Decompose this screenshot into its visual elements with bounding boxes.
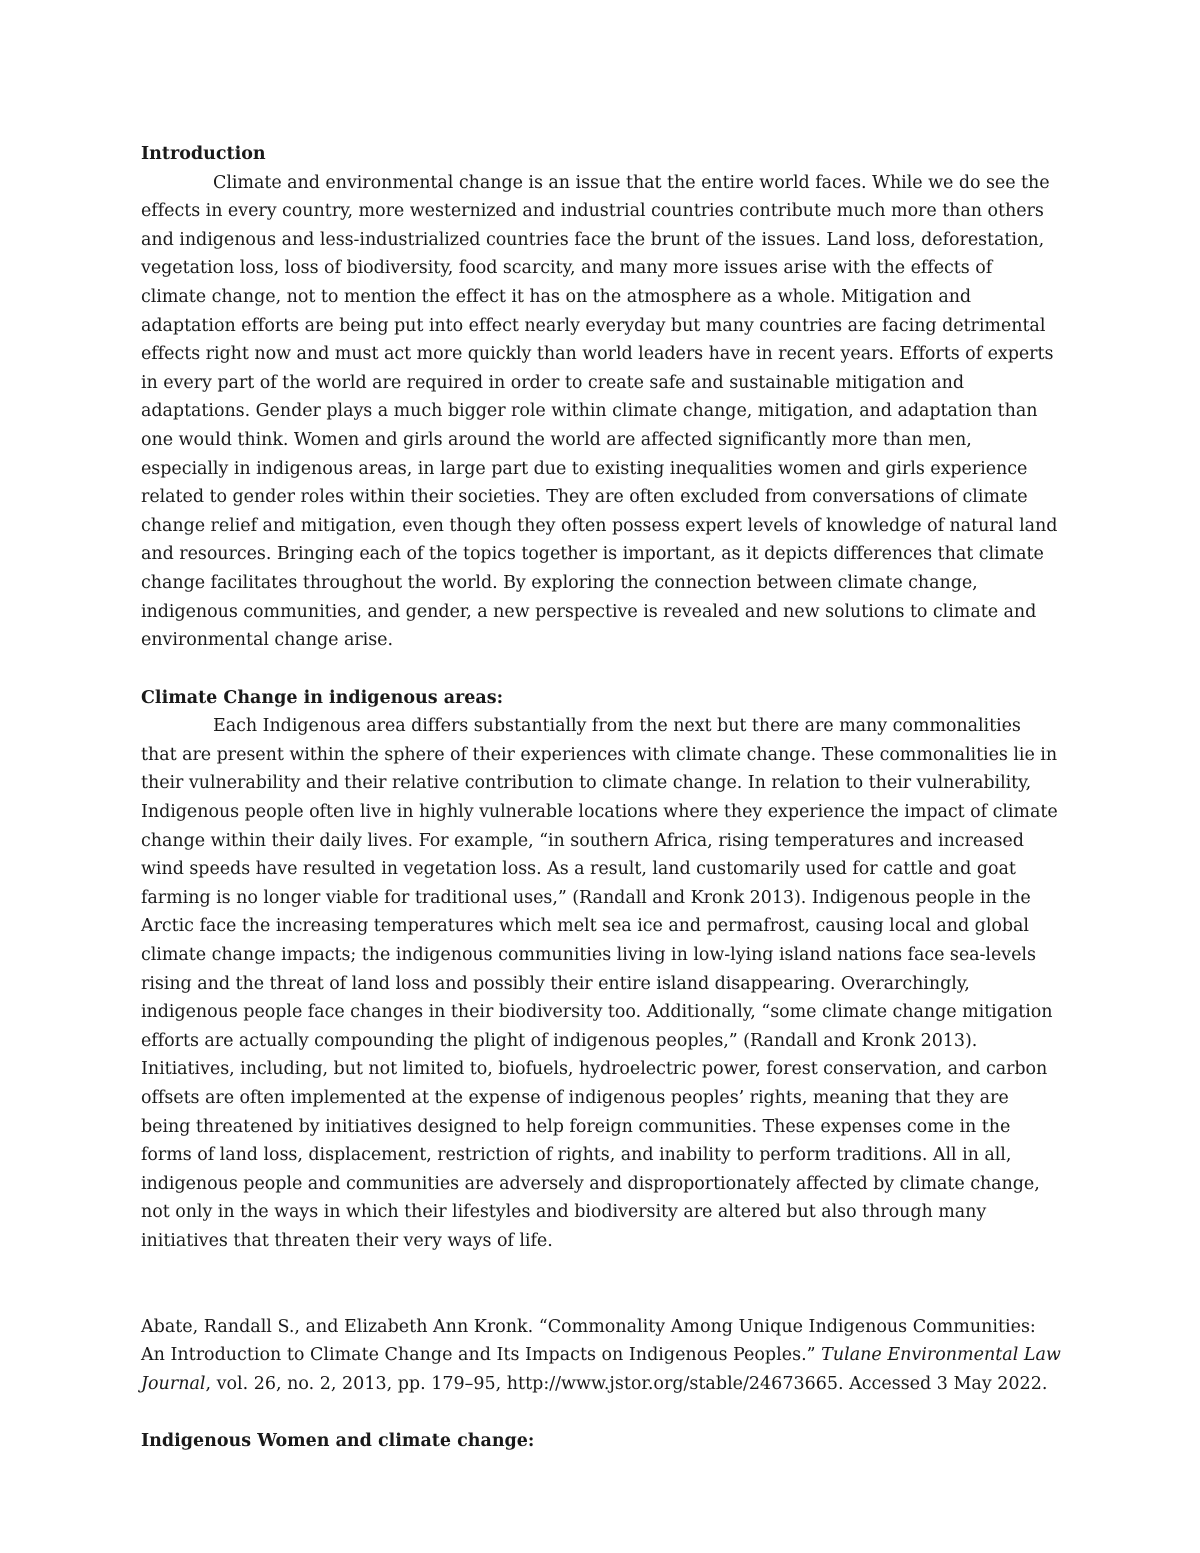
indigenous-heading: Climate Change in indigenous areas: bbox=[141, 687, 504, 708]
intro-heading: Introduction bbox=[141, 144, 266, 164]
spacer bbox=[141, 1256, 1061, 1313]
citation-part2: , vol. 26, no. 2, 2013, pp. 179–95, http://www.jstor.org/stable/24673665. Accessed 3 May 2022. bbox=[205, 1373, 1048, 1394]
citation-journal: Tulane Environmental Law Journal bbox=[141, 1345, 1061, 1394]
indigenous-paragraph: Each Indigenous area differs substantially from the next but there are many commonalities that are present within the sphere of their experiences with climate change. These commonalities lie in their vulnerability and their relative contribution to climate change. In relation to their vulnerability, Indigenous people often live in highly vulnerable locations where they experience the impact of climate change within their daily lives. For example, “in southern Africa, rising temperatures and increased wind speeds have resulted in vegetation loss. As a result, land customarily used for cattle and goat farming is no longer viable for traditional uses,” (Randall and Kronk 2013). Indigenous people in the Arctic face the increasing temperatures which melt sea ice and permafrost, causing local and global climate change impacts; the indigenous communities living in low-lying island nations face sea-levels rising and the threat of land loss and possibly their entire island disappearing. Overarchingly, indigenous people face changes in their biodiversity too. Additionally, “some climate change mitigation efforts are actually compounding the plight of indigenous peoples,” (Randall and Kronk 2013). Initiatives, including, but not limited to, biofuels, hydroelectric power, forest conservation, and carbon offsets are often implemented at the expense of indigenous peoples’ rights, meaning that they are being threatened by initiatives designed to help foreign communities. These expenses come in the forms of land loss, displacement, restriction of rights, and inability to perform traditions. All in all, indigenous people and communities are adversely and disproportionately affected by climate change, not only in the ways in which their lifestyles and biodiversity are altered but also through many initiatives that threaten their very ways of life. bbox=[141, 716, 1058, 1251]
spacer bbox=[141, 1398, 1061, 1427]
citation-part1: Abate, Randall S., and Elizabeth Ann Kronk. “Commonality Among Unique Indigenous Communities: An Introduction to Climate Change and Its Impacts on Indigenous Peoples.” bbox=[141, 1316, 1036, 1366]
intro-paragraph: Climate and environmental change is an issue that the entire world faces. While we do see the effects in every country, more westernized and industrial countries contribute much more than others and indigenous and less-industrialized countries face the brunt of the issues. Land loss, deforestation, vegetation loss, loss of biodiversity, food scarcity, and many more issues arise with the effects of climate change, not to mention the effect it has on the atmosphere as a whole. Mitigation and adaptation efforts are being put into effect nearly everyday but many countries are facing detrimental effects right now and must act more quickly than world leaders have in recent years. Efforts of experts in every part of the world are required in order to create safe and sustainable mitigation and adaptations. Gender plays a much bigger role within climate change, mitigation, and adaptation than one would think. Women and girls around the world are affected significantly more than men, especially in indigenous areas, in large part due to existing inequalities women and girls experience related to gender roles within their societies. They are often excluded from conversations of climate change relief and mitigation, even though they often possess expert levels of knowledge of natural land and resources. Bringing each of the topics together is important, as it depicts differences that climate change facilitates throughout the world. By exploring the connection between climate change, indigenous communities, and gender, a new perspective is revealed and new solutions to climate and environmental change arise. bbox=[141, 172, 1058, 651]
women-heading: Indigenous Women and climate change: bbox=[141, 1431, 535, 1452]
citation bbox=[141, 1313, 1061, 1399]
spacer bbox=[141, 655, 1061, 684]
document-page bbox=[141, 140, 1061, 1456]
